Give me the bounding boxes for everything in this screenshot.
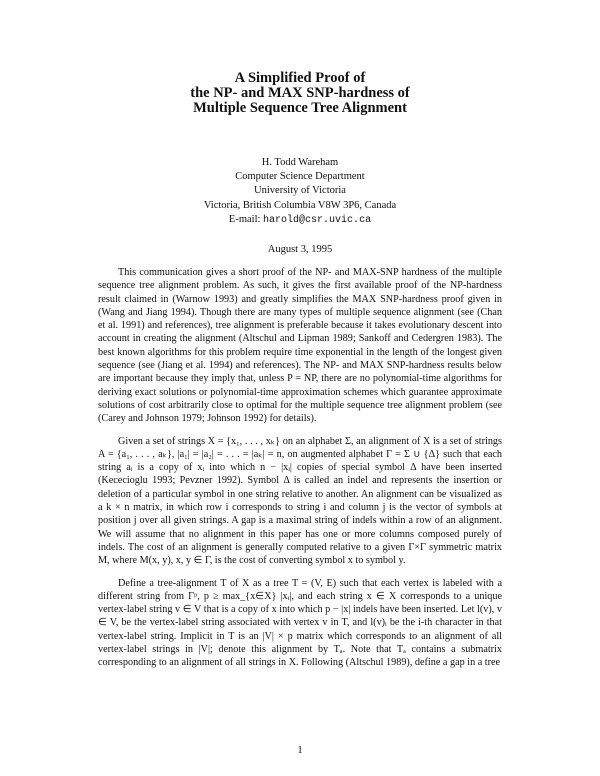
title-line-3: Multiple Sequence Tree Alignment [193, 100, 407, 116]
author-address: Victoria, British Columbia V8W 3P6, Canada [203, 199, 397, 211]
author-name: H. Todd Wareham [261, 157, 339, 168]
paragraph-intro: This communication gives a short proof of the NP- and MAX-SNP hardness of the multiple sequence tree alignment problem. As such, it gives the first available proof of the NP-hardness result claimed in (Warnow 1993) and greatly simplifies the MAX SNP-hardness proof given in (Wang and Jiang 1994). Though there are many types of multiple sequence alignment (see (Chan et al. 1991) and references), tree alignment is preferable because it takes evolutionary descent into account in creating the alignment (Altschul and Lipman 1989; Sankoff and Cedergren 1983). The best known algorithms for this problem require time exponential in the length of the longest given sequence (see (Jiang et al. 1994) and references). The NP- and MAX SNP-hardness results below are important because they imply that, unless P = NP, there are no polynomial-time algorithms for deriving exact solutions or polynomial-time approximation schemes which guarantee approximate solutions of cost arbitrarily close to optimal for the multiple sequence tree alignment problem (see (Carey and Johnson 1979; Johnson 1992) for details). [98, 267, 502, 425]
title-line-2: the NP- and MAX SNP-hardness of [190, 85, 410, 101]
email-label: E-mail: [228, 213, 261, 225]
paragraph-tree-alignment-definition: Define a tree-alignment T of X as a tree T = (V, E) such that each vertex is labeled with a different string from Γᵖ, p ≥ max_{x∈X} |xᵢ|, and each string x ∈ X corresponds to a unique vertex-label string v ∈ V that is a copy of x into which p − |x| indels have been inserted. Let l(v), v ∈ V, be the vertex-label string associated with vertex v in T, and l(v)ᵢ be the i-th character in that vertex-label string. Implicit in T is an |V| × p matrix which corresponds to an alignment of all vertex-label strings in |V|; denote this alignment by Tₐ. Note that Tₐ contains a submatrix corresponding to an alignment of all strings in X. Following (Altschul 1989), define a gap in a tree [98, 577, 502, 669]
author-block [0, 156, 600, 228]
page-number: 1 [297, 745, 303, 756]
author-department: Computer Science Department [235, 171, 365, 183]
author-university: University of Victoria [254, 185, 346, 197]
paragraph-alignment-definition: Given a set of strings X = {x₁, . . . , xₖ} on an alphabet Σ, an alignment of X is a set of strings A = {a₁, . . . , aₖ}, |a₁| = |a₂| = . . . = |aₖ| = n, on augmented alphabet Γ = Σ ∪ {Δ} such that each string aᵢ is a copy of xᵢ into which n − |xᵢ| copies of special symbol Δ have been inserted (Kececioglu 1993; Pevzner 1992). Symbol Δ is called an indel and represents the insertion or deletion of a particular symbol in one string relative to another. An alignment can be visualized as a k × n matrix, in which row i corresponds to string i and column j is the vector of symbols at position j over all given strings. A gap is a maximal string of indels within a row of an alignment. We will assume that no alignment in this paper has one or more columns composed purely of indels. The cost of an alignment is generally computed relative to a given Γ×Γ symmetric matrix M, where M(x, y), x, y ∈ Γ, is the cost of converting symbol x to symbol y. [98, 435, 502, 567]
paper-date: August 3, 1995 [267, 244, 333, 255]
paper-title [0, 71, 600, 116]
title-line-1: A Simplified Proof of [234, 70, 366, 86]
body-text [98, 266, 502, 679]
author-email-line [0, 213, 600, 228]
email-address[interactable]: harold@csr.uvic.ca [263, 214, 372, 226]
